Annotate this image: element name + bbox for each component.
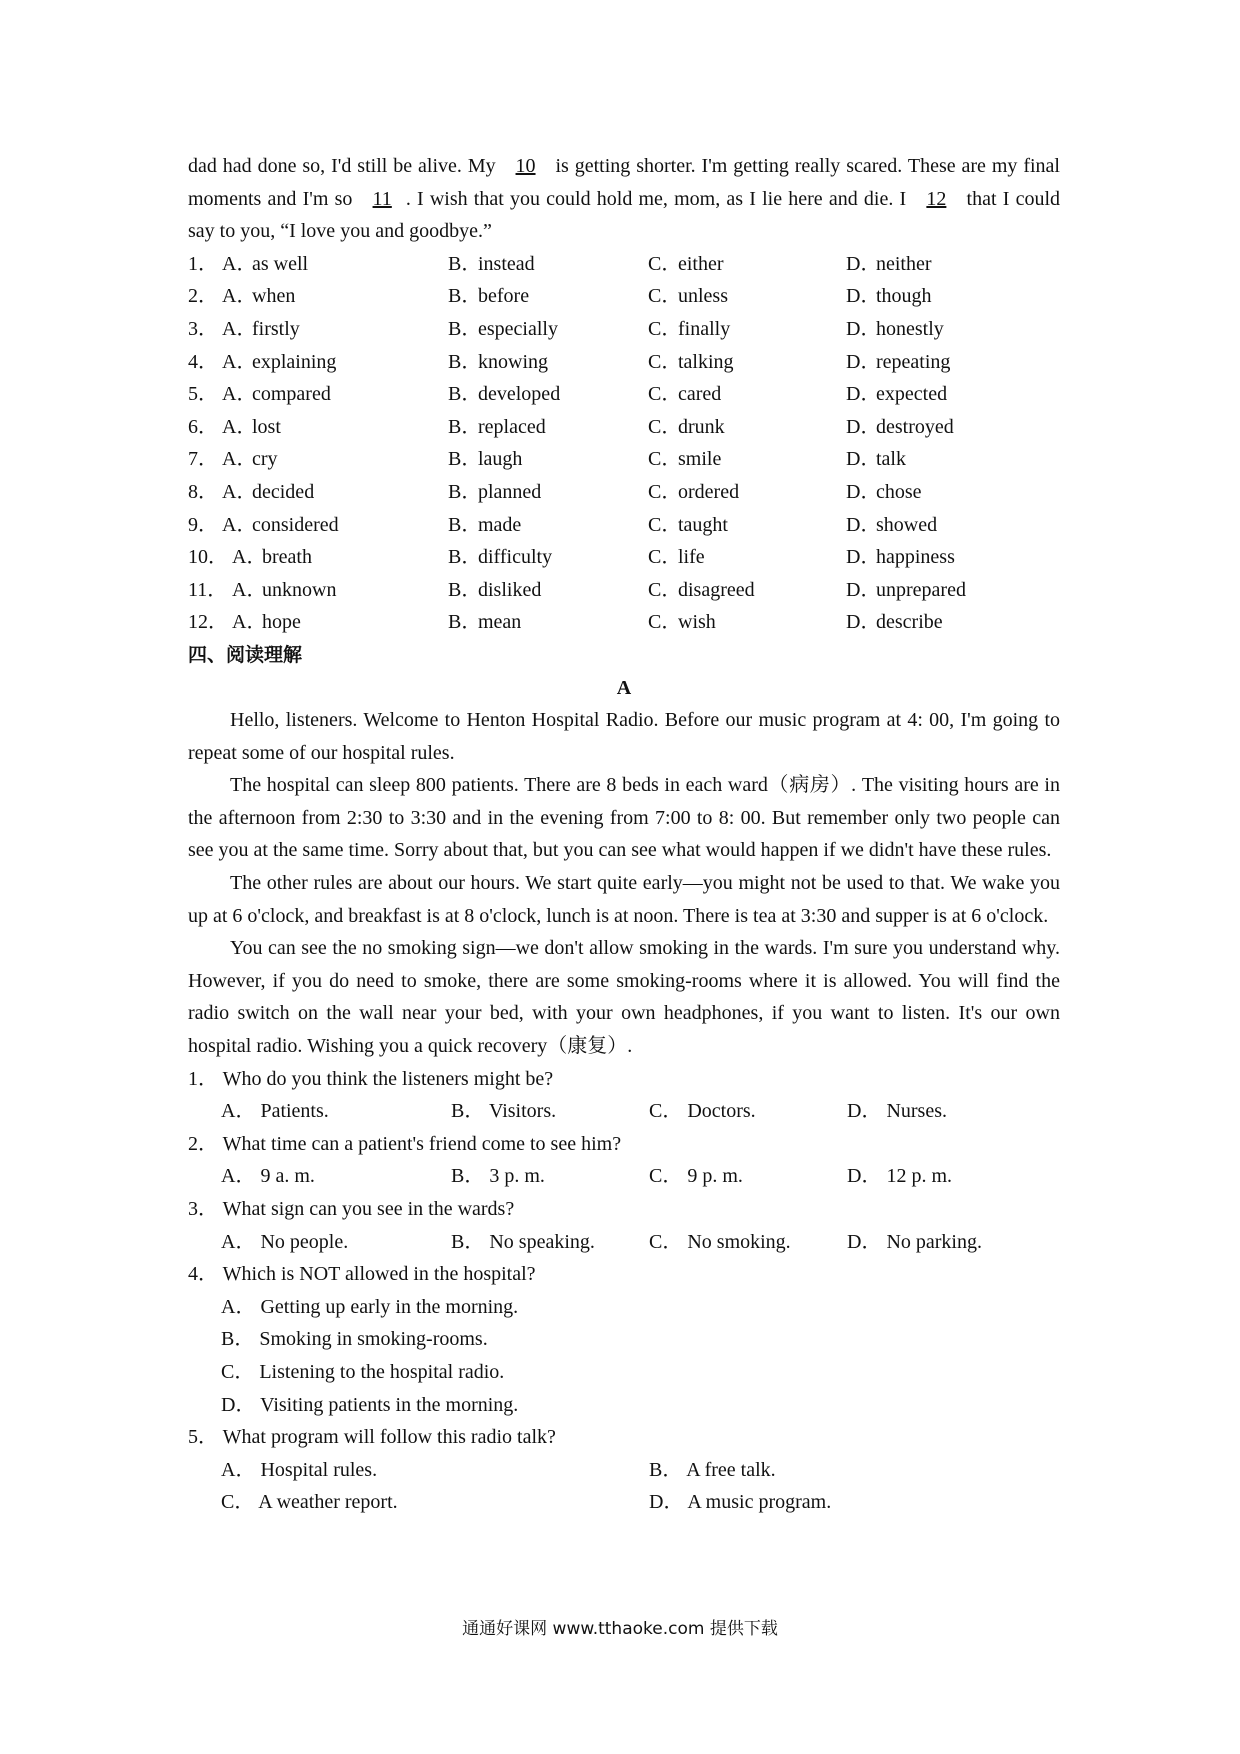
option-letter: C． bbox=[648, 480, 682, 503]
option-letter: D． bbox=[846, 513, 881, 536]
option-b bbox=[448, 606, 648, 639]
option-text: ordered bbox=[678, 480, 740, 503]
option-letter: D． bbox=[846, 285, 881, 308]
option-text: cry bbox=[252, 448, 278, 471]
option-letter: A． bbox=[222, 383, 257, 406]
text-run: that I could say to you, “I love you and goodbye.” bbox=[188, 187, 1061, 243]
option-letter: C． bbox=[648, 317, 682, 340]
option-a bbox=[188, 346, 448, 379]
option-d bbox=[846, 574, 966, 607]
option-b bbox=[448, 378, 648, 411]
blank-10: 10 bbox=[515, 155, 536, 177]
option-row bbox=[188, 411, 1060, 444]
question-options bbox=[188, 1486, 1060, 1519]
option-letter: B． bbox=[448, 448, 482, 471]
option-text: drunk bbox=[678, 415, 725, 438]
option-letter: B． bbox=[448, 350, 482, 373]
option-b bbox=[448, 574, 648, 607]
option-text: mean bbox=[478, 611, 522, 634]
option-text: repeating bbox=[876, 350, 951, 373]
question-stem: 2． What time can a patient's friend come to see him? bbox=[188, 1132, 622, 1155]
question-stem: 1． Who do you think the listeners might be? bbox=[188, 1067, 554, 1090]
option-b bbox=[448, 280, 648, 313]
option-text: neither bbox=[876, 252, 932, 275]
option-text: firstly bbox=[252, 317, 300, 340]
option-letter: C． bbox=[648, 383, 682, 406]
option-c bbox=[648, 443, 846, 476]
option-letter: A． bbox=[222, 317, 257, 340]
option-row bbox=[188, 378, 1060, 411]
option-c bbox=[648, 411, 846, 444]
option-d bbox=[846, 280, 932, 313]
option-text: finally bbox=[678, 317, 731, 340]
option-a bbox=[188, 411, 448, 444]
option-letter: A． bbox=[222, 285, 257, 308]
option-text: before bbox=[478, 285, 530, 308]
text-run: . I wish that you could hold me, mom, as I lie here and die. I bbox=[405, 187, 913, 210]
option-b bbox=[448, 509, 648, 542]
option-letter: A． bbox=[222, 513, 257, 536]
passage-paragraph: You can see the no smoking sign—we don't allow smoking in the wards. I'm sure you understand why. However, if you do need to smoke, there are some smoking-rooms where it is allowed. You will find the radio switch on the wall near your bed, with your own headphones, if you want to listen. It's our own hospital radio. Wishing you a quick recovery（康复）. bbox=[188, 937, 1060, 1058]
option-row bbox=[188, 574, 1060, 607]
question-number: 12． bbox=[188, 611, 228, 634]
option-text: cared bbox=[678, 383, 722, 406]
option-c: C． A weather report. bbox=[221, 1491, 398, 1514]
option-a bbox=[188, 476, 448, 509]
option-c bbox=[648, 541, 846, 574]
option-letter: B． bbox=[448, 415, 482, 438]
option-a bbox=[188, 574, 448, 607]
option-b bbox=[448, 411, 648, 444]
option-letter: B． bbox=[448, 383, 482, 406]
option-b: B． Smoking in smoking-rooms. bbox=[221, 1328, 488, 1351]
option-c: C． Doctors. bbox=[649, 1100, 756, 1123]
option-letter: C． bbox=[648, 513, 682, 536]
option-d bbox=[846, 443, 906, 476]
cloze-options bbox=[188, 248, 1060, 639]
question-number: 7． bbox=[188, 448, 218, 471]
option-text: difficulty bbox=[478, 546, 553, 569]
option-d bbox=[846, 606, 943, 639]
question-number: 11． bbox=[188, 578, 228, 601]
option-text: especially bbox=[478, 317, 558, 340]
option-b bbox=[448, 248, 648, 281]
question-stem: 5． What program will follow this radio talk? bbox=[188, 1426, 556, 1449]
option-text: breath bbox=[262, 546, 312, 569]
option-letter: C． bbox=[648, 546, 682, 569]
option-row bbox=[188, 606, 1060, 639]
option-text: happiness bbox=[876, 546, 955, 569]
option-d bbox=[846, 346, 950, 379]
option-row bbox=[188, 541, 1060, 574]
option-c bbox=[648, 280, 846, 313]
option-letter: B． bbox=[448, 546, 482, 569]
option-b: B． No speaking. bbox=[451, 1230, 595, 1253]
option-text: honestly bbox=[876, 317, 944, 340]
option-b: B． A free talk. bbox=[649, 1458, 776, 1481]
question-number: 4． bbox=[188, 350, 218, 373]
option-c: C． 9 p. m. bbox=[649, 1165, 743, 1188]
option-a: A． Patients. bbox=[221, 1100, 329, 1123]
question-options bbox=[188, 1454, 1060, 1487]
option-letter: D． bbox=[846, 448, 881, 471]
option-text: when bbox=[252, 285, 296, 308]
option-c bbox=[648, 313, 846, 346]
option-row bbox=[188, 248, 1060, 281]
option-a bbox=[188, 606, 448, 639]
option-letter: C． bbox=[648, 578, 682, 601]
option-text: explaining bbox=[252, 350, 337, 373]
option-a bbox=[188, 443, 448, 476]
option-text: chose bbox=[876, 480, 922, 503]
option-d: D． No parking. bbox=[847, 1230, 982, 1253]
option-text: compared bbox=[252, 383, 331, 406]
option-c bbox=[648, 606, 846, 639]
option-c bbox=[648, 248, 846, 281]
option-text: showed bbox=[876, 513, 938, 536]
option-text: describe bbox=[876, 611, 943, 634]
option-letter: D． bbox=[846, 611, 881, 634]
option-letter: B． bbox=[448, 480, 482, 503]
option-letter: A． bbox=[232, 578, 267, 601]
option-text: developed bbox=[478, 383, 561, 406]
option-letter: D． bbox=[846, 317, 881, 340]
option-letter: D． bbox=[846, 546, 881, 569]
option-letter: B． bbox=[448, 578, 482, 601]
option-text: unknown bbox=[262, 578, 337, 601]
option-text: as well bbox=[252, 252, 309, 275]
option-d: D． Nurses. bbox=[847, 1100, 947, 1123]
option-text: smile bbox=[678, 448, 722, 471]
question-4 bbox=[188, 1258, 1060, 1421]
option-text: disagreed bbox=[678, 578, 755, 601]
option-text: disliked bbox=[478, 578, 542, 601]
option-b: B． Visitors. bbox=[451, 1100, 557, 1123]
option-a: A． Getting up early in the morning. bbox=[221, 1295, 519, 1318]
option-a bbox=[188, 313, 448, 346]
option-text: decided bbox=[252, 480, 315, 503]
footer-credit: 通通好课网 www.tthaoke.com 提供下载 bbox=[462, 1619, 778, 1639]
passage-paragraph: Hello, listeners. Welcome to Henton Hospital Radio. Before our music program at 4: 00, I'm going to repeat some of our hospital rules. bbox=[188, 709, 1060, 764]
passage-paragraph: The hospital can sleep 800 patients. There are 8 beds in each ward（病房）. The visiting hours are in the afternoon from 2:30 to 3:30 and in the evening from 7:00 to 8: 00. But remember only two people can see you at the same time. Sorry about that, but you can see what would happen if we didn't have these rules. bbox=[188, 774, 1060, 862]
option-b bbox=[448, 476, 648, 509]
option-d bbox=[846, 313, 944, 346]
option-letter: A． bbox=[232, 546, 267, 569]
passage-paragraph: The other rules are about our hours. We start quite early—you might not be used to that. We wake you up at 6 o'clock, and breakfast is at 8 o'clock, lunch is at noon. There is tea at 3:30 and supper is at 6 o'clock. bbox=[188, 872, 1060, 927]
option-letter: A． bbox=[232, 611, 267, 634]
option-text: hope bbox=[262, 611, 301, 634]
option-c bbox=[648, 378, 846, 411]
option-letter: B． bbox=[448, 285, 482, 308]
option-c: C． No smoking. bbox=[649, 1230, 791, 1253]
option-text: wish bbox=[678, 611, 716, 634]
option-d bbox=[846, 411, 954, 444]
option-text: knowing bbox=[478, 350, 548, 373]
option-letter: C． bbox=[648, 350, 682, 373]
option-letter: D． bbox=[846, 252, 881, 275]
question-number: 9． bbox=[188, 513, 218, 536]
option-row bbox=[188, 346, 1060, 379]
option-a: A． Hospital rules. bbox=[221, 1458, 378, 1481]
question-number: 10． bbox=[188, 546, 228, 569]
option-text: replaced bbox=[478, 415, 546, 438]
option-text: considered bbox=[252, 513, 339, 536]
option-c: C． Listening to the hospital radio. bbox=[221, 1360, 505, 1383]
passage-title: A bbox=[616, 676, 632, 699]
option-text: either bbox=[678, 252, 724, 275]
text-run: is getting shorter. I'm getting really scared. These are my final moments and I'm so bbox=[188, 155, 1060, 210]
option-d bbox=[846, 509, 937, 542]
option-a bbox=[188, 509, 448, 542]
option-a: A． 9 a. m. bbox=[221, 1165, 315, 1188]
option-b bbox=[448, 541, 648, 574]
option-b bbox=[448, 313, 648, 346]
text-run: dad had done so, I'd still be alive. My bbox=[188, 155, 502, 177]
question-5 bbox=[188, 1421, 1060, 1519]
option-a bbox=[188, 248, 448, 281]
option-text: though bbox=[876, 285, 932, 308]
option-letter: A． bbox=[222, 480, 257, 503]
option-c bbox=[648, 574, 846, 607]
option-letter: A． bbox=[222, 415, 257, 438]
option-letter: C． bbox=[648, 285, 682, 308]
question-3 bbox=[188, 1193, 1060, 1258]
option-letter: B． bbox=[448, 252, 482, 275]
option-letter: C． bbox=[648, 252, 682, 275]
option-b: B． 3 p. m. bbox=[451, 1165, 545, 1188]
option-c bbox=[648, 509, 846, 542]
option-row bbox=[188, 313, 1060, 346]
option-row bbox=[188, 509, 1060, 542]
option-text: unless bbox=[678, 285, 728, 308]
option-letter: B． bbox=[448, 317, 482, 340]
option-a: A． No people. bbox=[221, 1230, 349, 1253]
option-letter: A． bbox=[222, 350, 257, 373]
question-number: 6． bbox=[188, 415, 218, 438]
option-letter: C． bbox=[648, 448, 682, 471]
option-text: lost bbox=[252, 415, 281, 438]
option-d bbox=[846, 378, 947, 411]
blank-12: 12 bbox=[926, 187, 947, 210]
option-letter: D． bbox=[846, 350, 881, 373]
option-c bbox=[648, 346, 846, 379]
option-text: taught bbox=[678, 513, 728, 536]
option-letter: C． bbox=[648, 611, 682, 634]
option-text: destroyed bbox=[876, 415, 954, 438]
option-d bbox=[846, 476, 922, 509]
option-text: made bbox=[478, 513, 522, 536]
option-letter: A． bbox=[222, 252, 257, 275]
option-d: D． 12 p. m. bbox=[847, 1165, 952, 1188]
exam-page bbox=[188, 150, 1060, 1519]
option-text: life bbox=[678, 546, 705, 569]
option-text: unprepared bbox=[876, 578, 966, 601]
question-number: 8． bbox=[188, 480, 218, 503]
question-number: 1． bbox=[188, 252, 218, 275]
question-number: 2． bbox=[188, 285, 218, 308]
option-letter: D． bbox=[846, 480, 881, 503]
option-letter: B． bbox=[448, 513, 482, 536]
question-stem: 4． Which is NOT allowed in the hospital? bbox=[188, 1263, 536, 1286]
option-letter: D． bbox=[846, 578, 881, 601]
cloze-passage-tail bbox=[188, 150, 1060, 248]
option-b bbox=[448, 346, 648, 379]
option-text: talking bbox=[678, 350, 734, 373]
option-d bbox=[846, 541, 955, 574]
option-letter: C． bbox=[648, 415, 682, 438]
question-number: 5． bbox=[188, 383, 218, 406]
option-a bbox=[188, 378, 448, 411]
option-text: instead bbox=[478, 252, 535, 275]
option-row bbox=[188, 476, 1060, 509]
option-d: D． Visiting patients in the morning. bbox=[221, 1393, 519, 1416]
option-c bbox=[648, 476, 846, 509]
option-b bbox=[448, 443, 648, 476]
option-a bbox=[188, 280, 448, 313]
option-text: planned bbox=[478, 480, 542, 503]
question-2 bbox=[188, 1128, 1060, 1193]
question-1 bbox=[188, 1063, 1060, 1128]
question-options bbox=[188, 1160, 1060, 1193]
option-text: expected bbox=[876, 383, 948, 406]
question-options bbox=[188, 1095, 1060, 1128]
question-number: 3． bbox=[188, 317, 218, 340]
question-stem: 3． What sign can you see in the wards? bbox=[188, 1198, 515, 1220]
option-row bbox=[188, 280, 1060, 313]
option-row bbox=[188, 443, 1060, 476]
option-letter: D． bbox=[846, 415, 881, 438]
section-heading: 四、阅读理解 bbox=[188, 643, 303, 666]
option-text: laugh bbox=[478, 448, 523, 471]
blank-11: 11 bbox=[372, 187, 392, 210]
option-letter: B． bbox=[448, 611, 482, 634]
option-letter: A． bbox=[222, 448, 257, 471]
option-letter: D． bbox=[846, 383, 881, 406]
option-text: talk bbox=[876, 448, 906, 471]
option-a bbox=[188, 541, 448, 574]
option-d: D． A music program. bbox=[649, 1491, 832, 1514]
option-d bbox=[846, 248, 932, 281]
question-options bbox=[188, 1226, 1060, 1259]
